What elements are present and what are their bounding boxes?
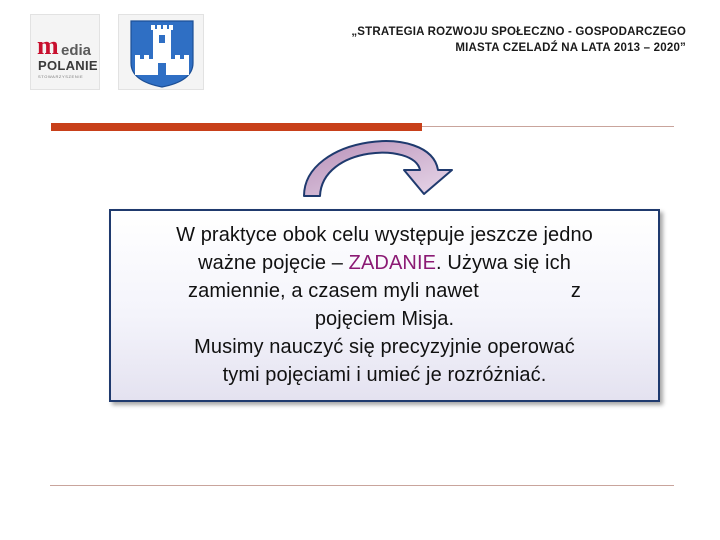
content-line-2 [111, 249, 658, 277]
logo-subtitle-text: STOWARZYSZENIE [38, 74, 84, 79]
content-box [109, 209, 660, 402]
logo-mark: m [37, 31, 59, 60]
highlight-term: ZADANIE [348, 252, 437, 274]
content-line-1: W praktyce obok celu występuje jeszcze jedno [176, 224, 593, 246]
title-line-1: „STRATEGIA ROZWOJU SPOŁECZNO - GOSPODARCZEGO [351, 26, 686, 38]
content-line-3-pre: zamiennie, a czasem myli nawet [188, 280, 479, 302]
czeladz-crest-logo [118, 14, 204, 90]
content-text [111, 221, 658, 389]
title-line-2: MIASTA CZELADŹ NA LATA 2013 – 2020” [455, 42, 686, 54]
logo-media-text: edia [61, 42, 92, 59]
content-line-6: tymi pojęciami i umieć je rozróżniać. [222, 364, 547, 386]
content-line-2-post: . Używa się ich [436, 252, 571, 274]
content-line-2-pre: ważne pojęcie – [198, 252, 349, 274]
content-line-3-post: z [570, 280, 581, 302]
logo-polanie-text: POLANIE [38, 58, 98, 73]
media-polanie-logo [30, 14, 100, 90]
document-title [226, 24, 686, 56]
bottom-divider [50, 485, 674, 486]
content-line-5: Musimy nauczyć się precyzyjnie operować [194, 336, 575, 358]
content-line-3 [111, 277, 658, 305]
content-line-4: pojęciem Misja. [314, 308, 455, 330]
curved-arrow-icon [280, 126, 480, 206]
tower-crest-icon [119, 15, 205, 91]
